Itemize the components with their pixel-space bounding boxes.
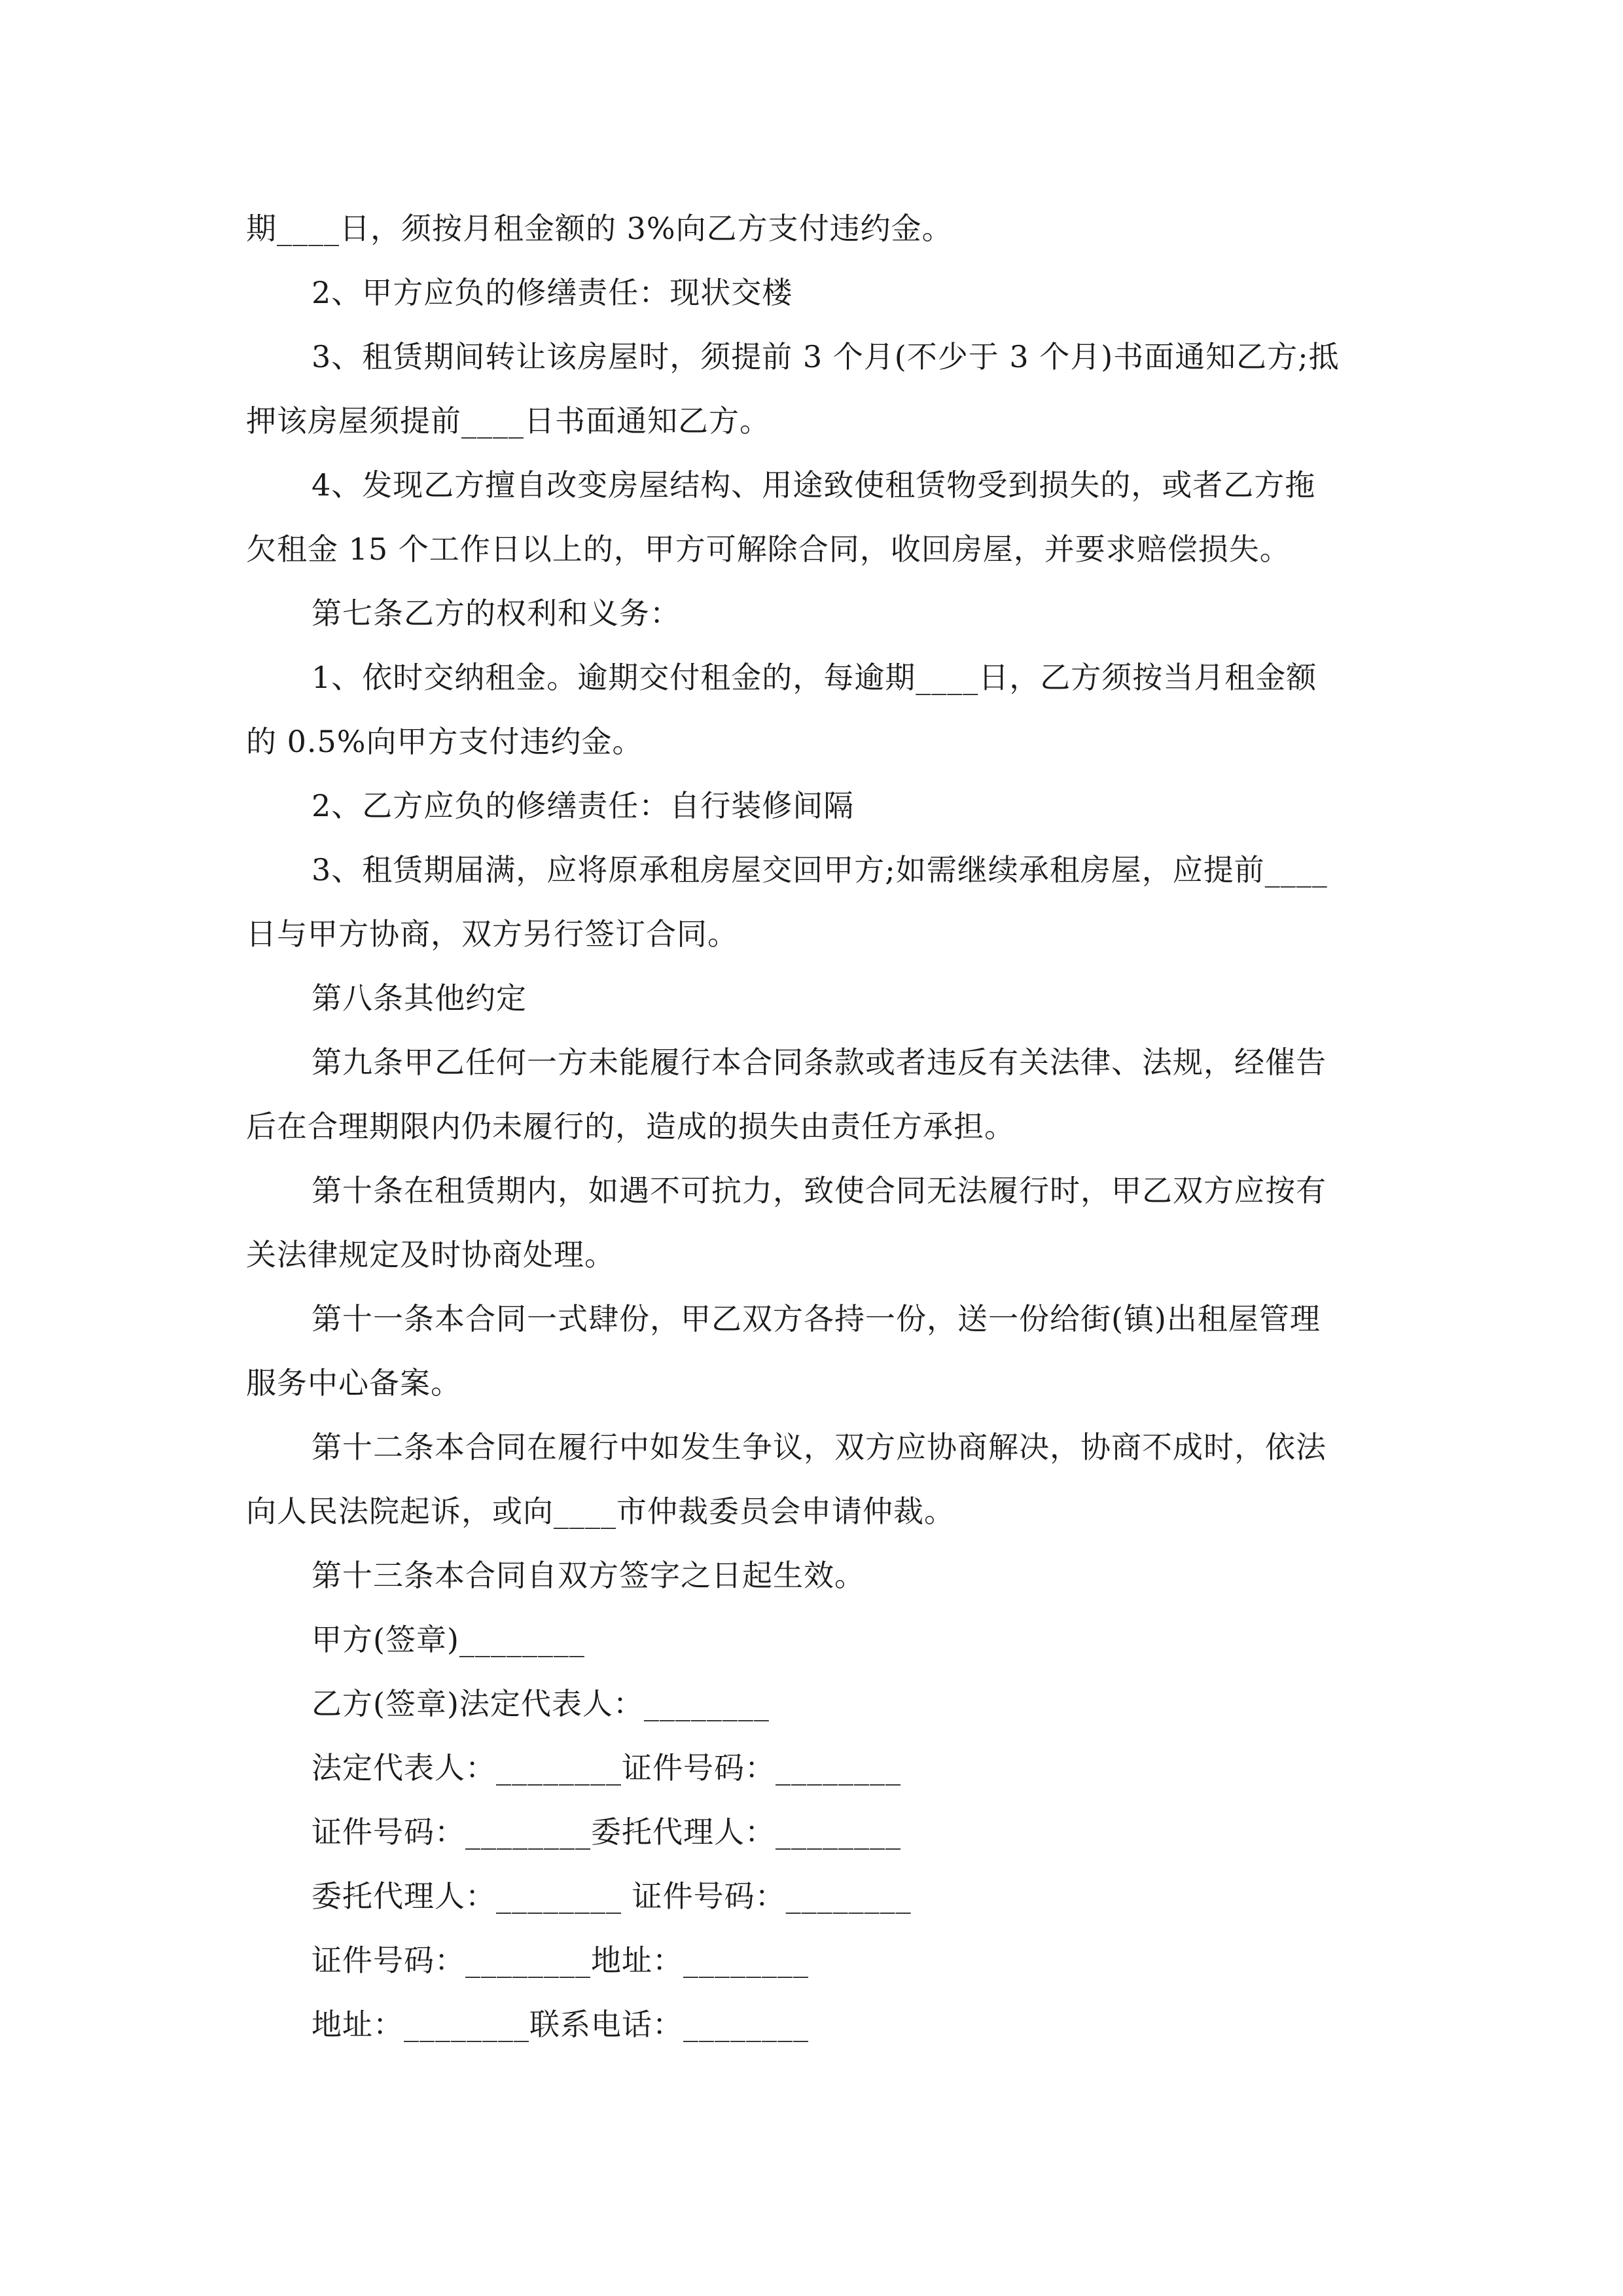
text-line: 第十条在租赁期内，如遇不可抗力，致使合同无法履行时，甲乙双方应按有 [312,1173,1327,1208]
text-line: 3、租赁期届满，应将原承租房屋交回甲方;如需继续承租房屋，应提前____ [312,852,1328,888]
text-line: 的 0.5%向甲方支付违约金。 [246,724,643,759]
text-line: 1、依时交纳租金。逾期交付租金的，每逾期____日，乙方须按当月租金额 [312,660,1317,695]
text-line: 服务中心备案。 [246,1365,461,1401]
text-line: 第十二条本合同在履行中如发生争议，双方应协商解决，协商不成时，依法 [312,1429,1327,1465]
text-line: 2、乙方应负的修缮责任：自行装修间隔 [312,788,855,823]
text-line: 后在合理期限内仍未履行的，造成的损失由责任方承担。 [246,1109,1015,1144]
text-line: 押该房屋须提前____日书面通知乙方。 [246,403,770,439]
text-line: 日与甲方协商，双方另行签订合同。 [246,916,738,952]
text-line: 期____日，须按月租金额的 3%向乙方支付违约金。 [246,211,953,246]
section-heading: 第八条其他约定 [312,980,527,1016]
text-line: 2、甲方应负的修缮责任：现状交楼 [312,275,793,310]
section-heading: 第七条乙方的权利和义务： [312,596,681,631]
signature-line: 甲方(签章)________ [312,1622,585,1657]
text-line: 欠租金 15 个工作日以上的，甲方可解除合同，收回房屋，并要求赔偿损失。 [246,531,1291,567]
signature-line: 地址：________联系电话：________ [312,2007,809,2042]
signature-line: 乙方(签章)法定代表人：________ [312,1686,770,1721]
signature-line: 证件号码：________地址：________ [312,1943,809,1978]
text-line: 第九条甲乙任何一方未能履行本合同条款或者违反有关法律、法规，经催告 [312,1045,1327,1080]
text-line: 向人民法院起诉，或向____市仲裁委员会申请仲裁。 [246,1494,955,1529]
contract-text [246,196,1378,2056]
text-line: 第十一条本合同一式肆份，甲乙双方各持一份，送一份给街(镇)出租屋管理 [312,1301,1321,1336]
text-line: 关法律规定及时协商处理。 [246,1237,615,1272]
signature-line: 委托代理人：________ 证件号码：________ [312,1878,912,1914]
text-line: 3、租赁期间转让该房屋时，须提前 3 个月(不少于 3 个月)书面通知乙方;抵 [312,339,1340,374]
text-line: 4、发现乙方擅自改变房屋结构、用途致使租赁物受到损失的，或者乙方拖 [312,467,1316,503]
text-line: 第十三条本合同自双方签字之日起生效。 [312,1558,865,1593]
signature-line: 法定代表人：________证件号码：________ [312,1750,901,1785]
signature-line: 证件号码：________委托代理人：________ [312,1814,901,1850]
